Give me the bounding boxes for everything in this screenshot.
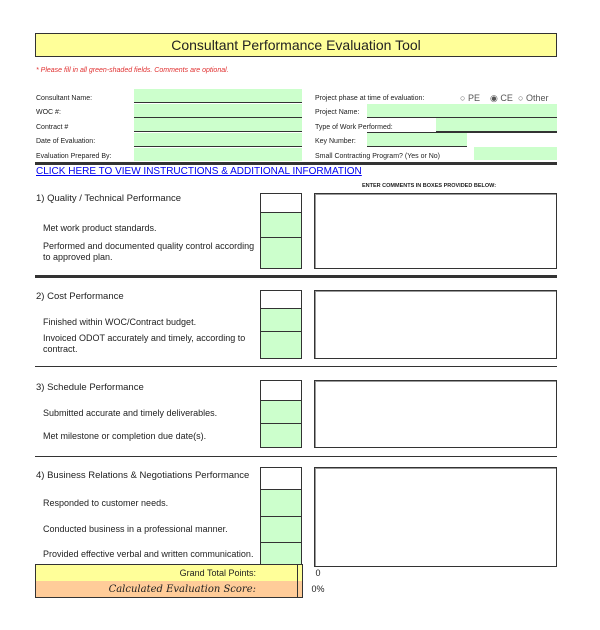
evaluation-score-value: 0% [297,581,338,597]
section-score-box [260,467,302,490]
radio-pe[interactable]: ○ PE [460,93,480,103]
contract-field[interactable] [134,118,302,132]
section-item: Met milestone or completion due date(s). [43,431,207,441]
required-note: * Please fill in all green-shaded fields. Comments are optional. [36,67,229,74]
consultant-name-label: Consultant Name: [36,95,93,102]
project-name-field[interactable] [367,104,557,118]
grand-total-row [35,564,321,582]
section-cost-title: 2) Cost Performance [36,291,124,302]
score-input[interactable] [260,423,302,448]
score-input[interactable] [260,489,302,517]
section-item: Performed and documented quality control according to approved plan. [43,241,255,262]
comments-box[interactable] [314,193,557,269]
section-business-title: 4) Business Relations & Negotiations Performance [36,470,250,481]
score-input[interactable] [260,400,302,424]
section-item: Conducted business in a professional manner. [43,524,228,534]
woc-label: WOC #: [36,109,61,116]
section-score-box [260,193,302,214]
work-type-field[interactable] [436,118,557,132]
key-number-field[interactable] [367,133,467,147]
radio-pe-label: PE [467,93,480,103]
evaluation-score-label: Calculated Evaluation Score: [108,584,256,595]
date-field[interactable] [134,133,302,147]
key-number-label: Key Number: [315,138,356,145]
section-item: Met work product standards. [43,223,157,233]
section-item: Provided effective verbal and written communication. [43,549,254,559]
project-phase-label: Project phase at time of evaluation: [315,95,425,102]
contract-label: Contract # [36,124,69,131]
evaluation-score-row [35,581,325,598]
section-item: Submitted accurate and timely deliverables. [43,408,218,418]
instructions-link[interactable]: CLICK HERE TO VIEW INSTRUCTIONS & ADDITIONAL INFORMATION [36,166,362,177]
prepared-by-label: Evaluation Prepared By: [36,153,112,160]
consultant-name-field[interactable] [134,89,302,103]
divider [35,162,557,165]
project-name-label: Project Name: [315,109,360,116]
divider [35,456,557,457]
work-type-label: Type of Work Performed: [315,124,393,131]
date-label: Date of Evaluation: [36,138,96,145]
comments-box[interactable] [314,467,557,567]
divider [35,275,557,278]
divider [35,366,557,367]
grand-total-label: Grand Total Points: [179,568,256,578]
score-input[interactable] [260,516,302,543]
score-input[interactable] [260,542,302,566]
comments-hint: ENTER COMMENTS IN BOXES PROVIDED BELOW: [362,183,497,189]
page-title: Consultant Performance Evaluation Tool [35,33,557,57]
small-contracting-field[interactable] [474,147,557,160]
section-quality-title: 1) Quality / Technical Performance [36,193,182,204]
comments-box[interactable] [314,380,557,448]
section-item: Finished within WOC/Contract budget. [43,317,197,327]
comments-box[interactable] [314,290,557,359]
section-schedule-title: 3) Schedule Performance [36,382,144,393]
prepared-by-field[interactable] [134,148,302,161]
radio-ce-label: CE [500,93,513,103]
section-item: Responded to customer needs. [43,498,169,508]
radio-ce[interactable]: ◉ CE [490,93,513,103]
section-item: Invoiced ODOT accurately and timely, according to contract. [43,333,246,354]
score-input[interactable] [260,331,302,359]
score-input[interactable] [260,237,302,269]
section-score-box [260,380,302,401]
small-contracting-label: Small Contracting Program? (Yes or No) [315,153,441,160]
score-input[interactable] [260,308,302,332]
score-input[interactable] [260,212,302,238]
grand-total-value: 0 [297,565,338,581]
radio-other-label: Other [525,93,549,103]
woc-field[interactable] [134,104,302,118]
section-score-box [260,290,302,310]
radio-other[interactable]: ○ Other [518,93,549,103]
